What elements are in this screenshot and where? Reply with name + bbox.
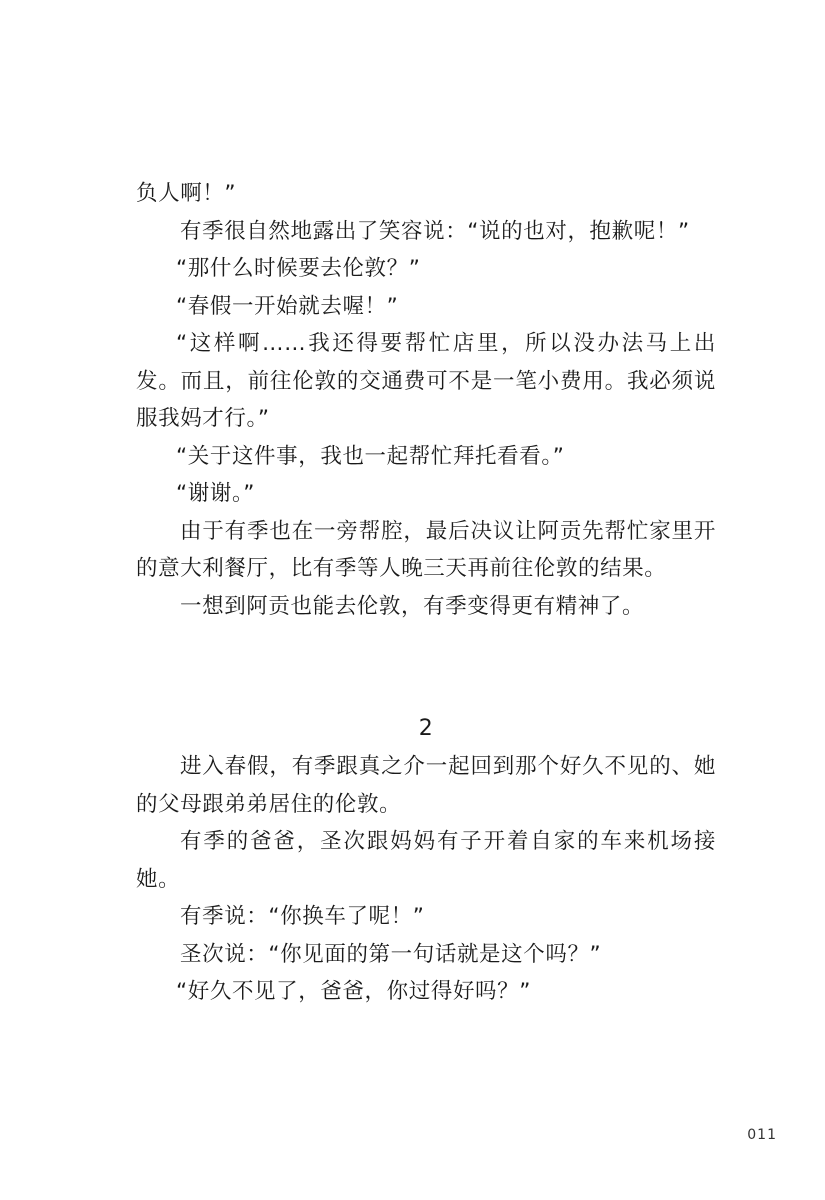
paragraph: 圣次说：“你见面的第一句话就是这个吗？” <box>180 941 602 967</box>
paragraph: “关于这件事，我也一起帮忙拜托看看。” <box>176 443 565 469</box>
section-1-text <box>136 175 716 625</box>
section-heading: 2 <box>418 716 434 741</box>
paragraph: “这样啊……我还得要帮忙店里，所以没办法马上出发。而且，前往伦敦的交通费可不是一笔小费用。我必须说服我妈才行。” <box>136 331 716 431</box>
paragraph: “好久不见了，爸爸，你过得好吗？” <box>176 979 531 1004</box>
paragraph: 一想到阿贡也能去伦敦，有季变得更有精神了。 <box>180 593 645 619</box>
paragraph: 由于有季也在一旁帮腔，最后决议让阿贡先帮忙家里开的意大利餐厅，比有季等人晚三天再前往伦敦的结果。 <box>136 518 716 581</box>
paragraph: 有季很自然地露出了笑容说：“说的也对，抱歉呢！” <box>180 218 690 244</box>
page-number: 011 <box>747 1127 777 1143</box>
section-2-text <box>136 710 716 1011</box>
paragraph: 有季说：“你换车了呢！” <box>180 904 425 929</box>
paragraph: 负人啊！” <box>136 181 237 206</box>
paragraph: “那什么时候要去伦敦？” <box>176 256 421 281</box>
paragraph: 有季的爸爸，圣次跟妈妈有子开着自家的车来机场接她。 <box>136 829 716 892</box>
paragraph: “谢谢。” <box>176 481 256 506</box>
paragraph: 进入春假，有季跟真之介一起回到那个好久不见的、她的父母跟弟弟居住的伦敦。 <box>136 754 716 817</box>
paragraph: “春假一开始就去喔！” <box>176 293 399 319</box>
